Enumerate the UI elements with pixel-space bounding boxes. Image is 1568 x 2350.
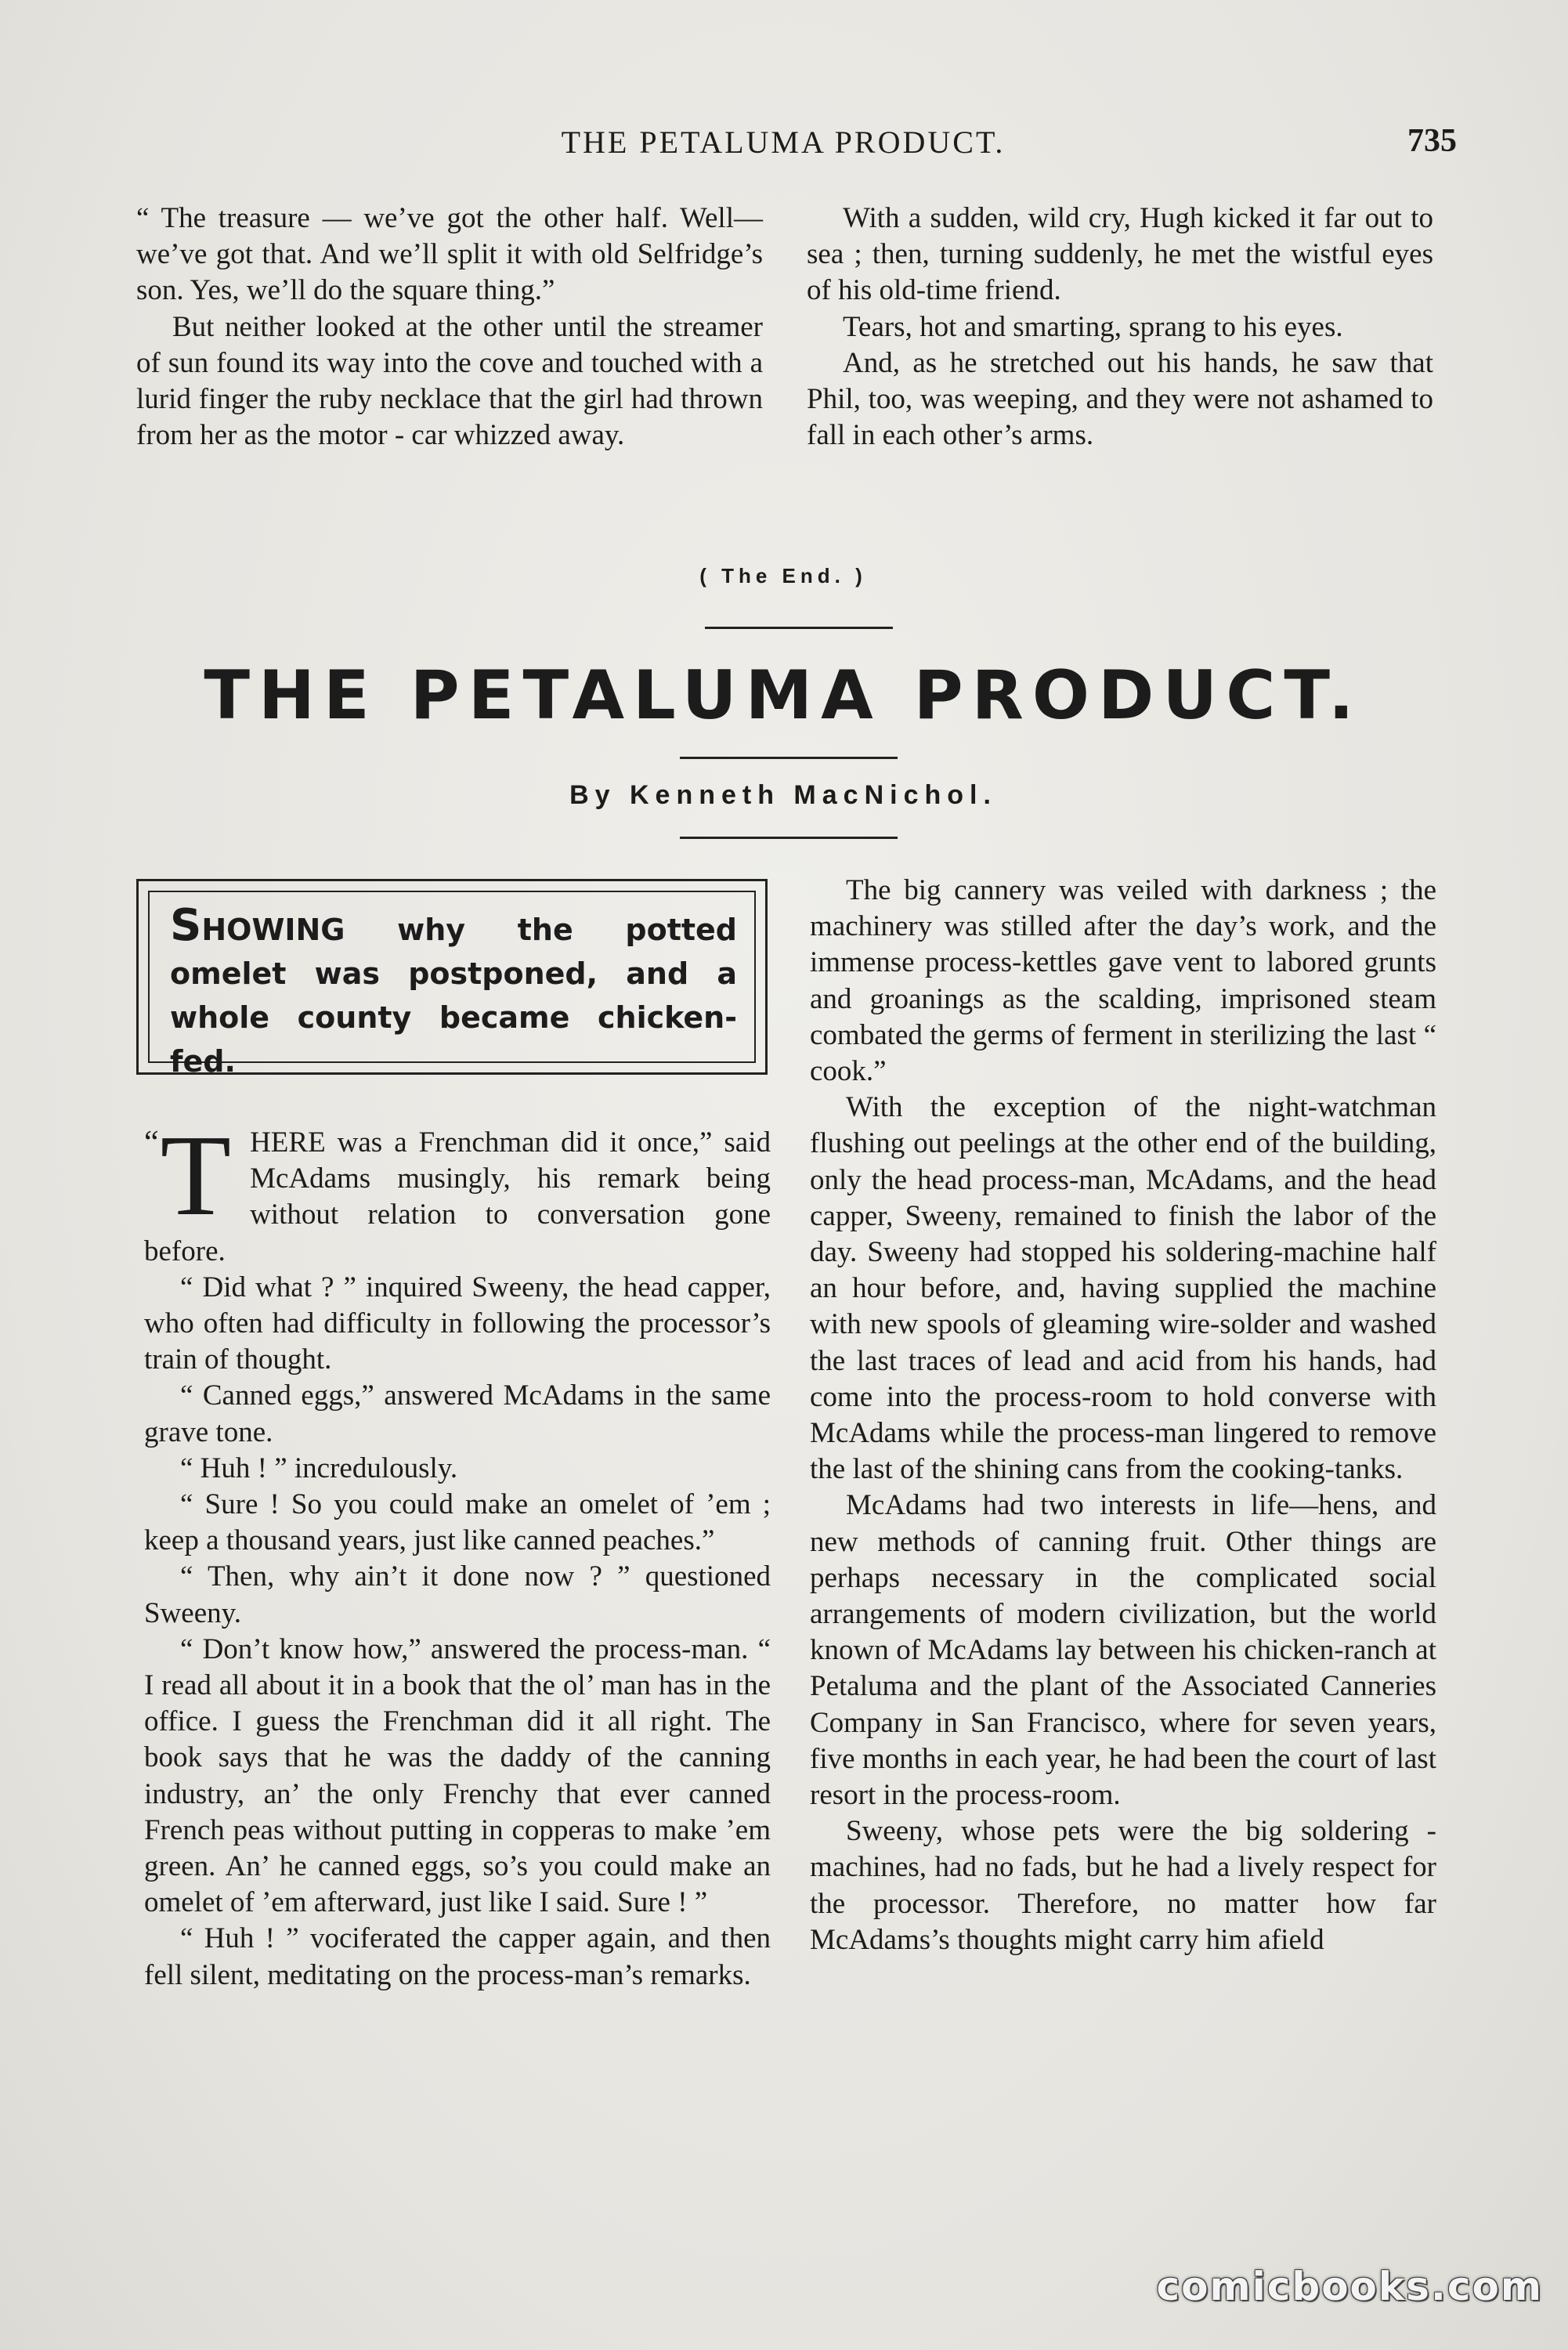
previous-story-left-column xyxy=(136,201,763,454)
paragraph: And, as he stretched out his hands, he saw that Phil, too, was weeping, and they were not ashamed to fall in each other’s arms. xyxy=(807,346,1433,452)
end-mark: ( The End. ) xyxy=(699,564,867,588)
opening-text: HERE was a Frenchman did it once,” said McAdams musingly, his remark being without relation to conversation gone before. xyxy=(144,1126,771,1267)
paragraph: Sweeny, whose pets were the big soldering - machines, had no fads, but he had a lively respect for the processor. Therefore, no matter how far McAdams’s thoughts might carry him afield xyxy=(810,1815,1436,1956)
drop-cap: T xyxy=(160,1112,232,1240)
paragraph: “ Sure ! So you could make an omelet of ’em ; keep a thousand years, just like canned peaches.” xyxy=(144,1488,771,1557)
paragraph: “ The treasure — we’ve got the other half. Well—we’ve got that. And we’ll split it with old Selfridge’s son. Yes, we’ll do the square thing.” xyxy=(136,202,763,307)
story-left-column xyxy=(144,1112,771,1994)
paragraph: But neither looked at the other until the streamer of sun found its way into the cove and touched with a lurid finger the ruby necklace that the girl had thrown from her as the motor - car whizzed away. xyxy=(136,310,763,452)
paragraph: “ Huh ! ” incredulously. xyxy=(180,1452,458,1484)
running-head: THE PETALUMA PRODUCT. xyxy=(561,125,1006,160)
story-title: THE PETALUMA PRODUCT. xyxy=(204,656,1363,735)
paragraph: Tears, hot and smarting, sprang to his eyes. xyxy=(843,310,1343,343)
paragraph: “ Canned eggs,” answered McAdams in the same grave tone. xyxy=(144,1379,771,1448)
story-blurb xyxy=(148,891,756,1079)
opening-quote-mark: “ xyxy=(144,1125,159,1161)
paragraph: “ Don’t know how,” answered the process-man. “ I read all about it in a book that the ol’ man has in the office. I guess the Frenchman did it all right. The book says that he was the daddy of the canning industry, an’ the only Frenchy that ever canned French peas without putting in copperas to make ’em green. An’ he canned eggs, so’s you could make an omelet of ’em afterward, just like I said. Sure ! ” xyxy=(144,1632,771,1919)
divider xyxy=(680,757,898,759)
paragraph: “ Did what ? ” inquired Sweeny, the head capper, who often had difficulty in following the processor’s train of thought. xyxy=(144,1271,771,1376)
divider xyxy=(705,627,893,629)
byline: By Kenneth MacNichol. xyxy=(569,780,997,810)
previous-story-right-column xyxy=(807,201,1433,454)
paragraph: With the exception of the night-watchman flushing out peelings at the other end of the building, only the head process-man, McAdams, and the head capper, Sweeny, remained to finish the labor of the day. Sweeny had stopped his soldering-machine half an hour before, and, having supplied the machine with new spools of gleaming wire-solder and washed the last traces of lead and acid from his hands, had come into the process-room to hold converse with McAdams while the process-man lingered to remove the last of the shining cans from the cooking-tanks. xyxy=(810,1091,1436,1486)
watermark: comicbooks.com xyxy=(1156,2264,1543,2309)
paragraph: “ Then, why ain’t it done now ? ” questioned Sweeny. xyxy=(144,1560,771,1629)
page-number: 735 xyxy=(1407,123,1457,159)
paragraph: The big cannery was veiled with darkness ; the machinery was stilled after the day’s work, and the immense process-kettles gave vent to labored grunts and groanings as the scalding, imprisoned steam combated the germs of ferment in sterilizing the last “ cook.” xyxy=(810,874,1436,1088)
blurb-initial: S xyxy=(170,900,202,951)
paragraph: McAdams had two interests in life—hens, and new methods of canning fruit. Other things are perhaps necessary in the complicated social arrangements of modern civilization, but the world known of McAdams lay between his chicken-ranch at Petaluma and the plant of the Associated Canneries Company in San Francisco, where for seven years, five months in each year, he had been the court of last resort in the process-room. xyxy=(810,1489,1436,1812)
divider xyxy=(680,837,898,839)
story-right-column xyxy=(810,873,1436,1958)
paragraph: “ Huh ! ” vociferated the capper again, and then fell silent, meditating on the process-man’s remarks. xyxy=(144,1922,771,1991)
blurb-text: HOWING why the potted omelet was postponed, and a whole county became chicken-fed. xyxy=(170,913,737,1079)
opening-paragraph xyxy=(144,1112,771,1270)
paragraph: With a sudden, wild cry, Hugh kicked it far out to sea ; then, turning suddenly, he met the wistful eyes of his old-time friend. xyxy=(807,202,1433,307)
story-blurb-box xyxy=(136,879,768,1079)
